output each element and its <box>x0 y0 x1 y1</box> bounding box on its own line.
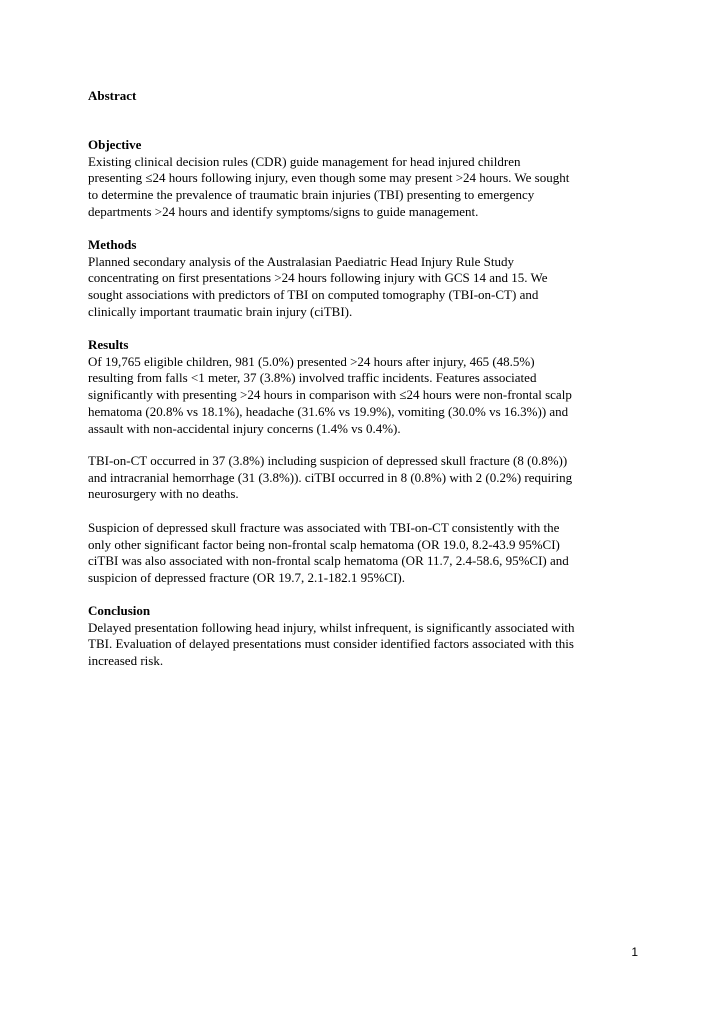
conclusion-section <box>88 603 648 670</box>
results-line: significantly with presenting >24 hours in comparison with ≤24 hours were non-frontal scalp <box>88 387 572 403</box>
methods-line: concentrating on first presentations >24 hours following injury with GCS 14 and 15. We <box>88 270 548 286</box>
page-number: 1 <box>631 945 638 959</box>
methods-line: sought associations with predictors of TBI on computed tomography (TBI-on-CT) and <box>88 287 539 303</box>
objective-heading: Objective <box>88 137 142 152</box>
conclusion-line: Delayed presentation following head injury, whilst infrequent, is significantly associated with <box>88 619 575 635</box>
methods-heading: Methods <box>88 237 137 252</box>
results-line: Of 19,765 eligible children, 981 (5.0%) presented >24 hours after injury, 465 (48.5%) <box>88 353 535 369</box>
objective-line: presenting ≤24 hours following injury, even though some may present >24 hours. We sought <box>88 170 570 186</box>
results-line: TBI-on-CT occurred in 37 (3.8%) including suspicion of depressed skull fracture (8 (0.8%)) <box>88 453 568 468</box>
objective-section <box>88 137 648 221</box>
abstract-heading: Abstract <box>88 88 137 103</box>
objective-line: departments >24 hours and identify symptoms/signs to guide management. <box>88 203 479 219</box>
results-line: suspicion of depressed fracture (OR 19.7, 2.1-182.1 95%CI). <box>88 570 405 586</box>
results-line: neurosurgery with no deaths. <box>88 486 239 502</box>
results-section <box>88 337 648 437</box>
results-line: hematoma (20.8% vs 18.1%), headache (31.6% vs 19.9%), vomiting (30.0% vs 16.3%)) and <box>88 403 569 419</box>
methods-line: Planned secondary analysis of the Australasian Paediatric Head Injury Rule Study <box>88 253 515 269</box>
objective-line: Existing clinical decision rules (CDR) guide management for head injured children <box>88 153 521 169</box>
results-line: Suspicion of depressed skull fracture was associated with TBI-on-CT consistently with the <box>88 520 560 535</box>
conclusion-line: increased risk. <box>88 653 164 669</box>
results-heading: Results <box>88 337 129 352</box>
results-line: ciTBI was also associated with non-frontal scalp hematoma (OR 11.7, 2.4-58.6, 95%CI) and <box>88 553 569 569</box>
methods-line: clinically important traumatic brain injury (ciTBI). <box>88 303 353 319</box>
objective-line: to determine the prevalence of traumatic brain injuries (TBI) presenting to emergency <box>88 187 535 203</box>
results-line: assault with non-accidental injury concerns (1.4% vs 0.4%). <box>88 420 401 436</box>
results-line: resulting from falls <1 meter, 37 (3.8%) involved traffic incidents. Features associated <box>88 370 537 386</box>
results-paragraph-2 <box>88 453 648 503</box>
methods-section <box>88 237 648 321</box>
results-line: only other significant factor being non-frontal scalp hematoma (OR 19.0, 8.2-43.9 95%CI) <box>88 536 560 552</box>
results-paragraph-3 <box>88 520 648 587</box>
conclusion-line: TBI. Evaluation of delayed presentations must consider identified factors associated with this <box>88 636 574 652</box>
results-line: and intracranial hemorrhage (31 (3.8%)). ciTBI occurred in 8 (0.8%) with 2 (0.2%) requiring <box>88 469 573 485</box>
conclusion-heading: Conclusion <box>88 603 151 618</box>
